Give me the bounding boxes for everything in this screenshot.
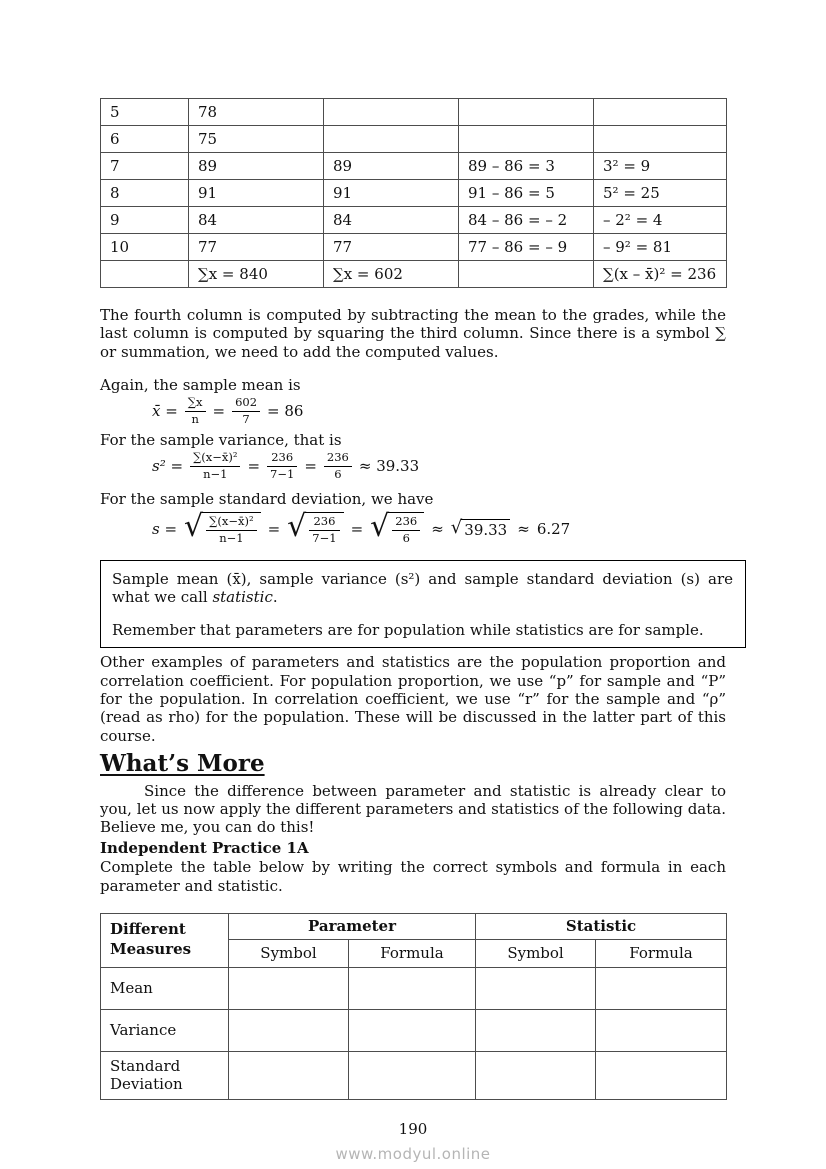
fraction-denominator: 6 <box>334 466 342 481</box>
table-row <box>101 153 727 180</box>
table-cell: – 9² = 81 <box>594 234 727 261</box>
fraction <box>309 515 339 546</box>
practice-table-row-mean <box>101 967 727 1009</box>
fraction <box>185 396 206 427</box>
answer-cell <box>229 1051 349 1099</box>
equals-sign: = <box>304 456 317 475</box>
page-number: 190 <box>398 1119 428 1138</box>
answer-cell <box>349 1051 476 1099</box>
fraction-denominator: n−1 <box>219 530 244 545</box>
table-cell: 84 <box>324 207 459 234</box>
symbol-subheader-cell: Symbol <box>476 939 596 967</box>
answer-cell <box>349 1009 476 1051</box>
fraction-numerator: 236 <box>267 451 297 467</box>
row-label-mean: Mean <box>101 967 229 1009</box>
note-line-1: Sample mean (x̄), sample variance (s²) and sample standard deviation (s) are what we call statistic. <box>112 569 733 607</box>
square-root <box>184 509 261 546</box>
formula-subheader-cell: Formula <box>596 939 727 967</box>
table-cell <box>101 261 189 288</box>
square-root <box>287 509 343 546</box>
table-cell: 91 <box>189 180 324 207</box>
table-cell: 10 <box>101 234 189 261</box>
fraction <box>206 515 256 546</box>
table-cell: 9 <box>101 207 189 234</box>
table-cell: 78 <box>189 99 324 126</box>
fraction <box>267 451 297 482</box>
radical-sign: √ <box>287 509 307 545</box>
fraction-denominator: 7−1 <box>270 466 295 481</box>
practice-table <box>100 913 727 1099</box>
answer-cell <box>476 967 596 1009</box>
note-line-2: Remember that parameters are for population while statistics are for sample. <box>112 620 704 639</box>
table-cell: 77 <box>324 234 459 261</box>
table-cell <box>594 99 727 126</box>
table-cell: 75 <box>189 126 324 153</box>
italic-statistic-word: statistic <box>212 588 273 607</box>
table-cell: 84 – 86 = – 2 <box>459 207 594 234</box>
fraction-denominator: n−1 <box>203 466 228 481</box>
table-cell: – 2² = 4 <box>594 207 727 234</box>
computation-table <box>100 98 727 288</box>
fraction-numerator: ∑(x−x̄)² <box>206 515 256 531</box>
radical-sign: √ <box>450 516 463 538</box>
radical-sign: √ <box>184 509 204 545</box>
variance-formula <box>100 451 726 482</box>
fraction-denominator: n <box>191 411 199 426</box>
variance-result: ≈ 39.33 <box>358 456 420 475</box>
variance-intro: For the sample variance, that is <box>100 431 342 450</box>
answer-cell <box>596 1009 727 1051</box>
measures-header-cell: Different Measures <box>101 914 229 967</box>
table-cell: 6 <box>101 126 189 153</box>
answer-cell <box>476 1051 596 1099</box>
table-cell <box>324 99 459 126</box>
symbol-subheader-cell: Symbol <box>229 939 349 967</box>
mean-formula <box>100 396 726 427</box>
paragraph-other-examples: Other examples of parameters and statistics are the population proportion and correlation coefficient. For population proportion, we use “p” for sample and “P” for the population. In correlation coefficient, we use “r” for the sample and “ρ” (read as rho) for the population. These will be discussed in the latter part of this course. <box>100 653 726 745</box>
table-cell <box>459 126 594 153</box>
approx-sign: ≈ <box>517 519 530 538</box>
table-cell: 5 <box>101 99 189 126</box>
equals-sign: = <box>247 456 261 475</box>
mean-result: = 86 <box>267 401 304 420</box>
answer-cell <box>229 967 349 1009</box>
fraction <box>190 451 240 482</box>
formula-subheader-cell: Formula <box>349 939 476 967</box>
fraction-numerator: 236 <box>309 515 339 531</box>
table-cell: 89 <box>324 153 459 180</box>
practice-table-row-variance <box>101 1009 727 1051</box>
table-cell: ∑x = 840 <box>189 261 324 288</box>
table-row <box>101 207 727 234</box>
table-cell <box>594 126 727 153</box>
fraction-numerator: 236 <box>392 515 420 531</box>
mean-lhs: x̄ = <box>152 401 178 420</box>
row-label-variance: Variance <box>101 1009 229 1051</box>
paragraph-whats-more-intro: Since the difference between parameter and statistic is already clear to you, let us now apply the different parameters and statistics of the following data. Believe me, you can do this! <box>100 781 726 837</box>
mean-intro: Again, the sample mean is <box>100 376 301 395</box>
square-root: √ 39.33 <box>451 519 510 539</box>
fraction-denominator: 7−1 <box>312 530 337 545</box>
fraction-numerator: 602 <box>232 396 260 412</box>
fraction <box>324 451 352 482</box>
table-cell: 89 <box>189 153 324 180</box>
table-cell: 77 – 86 = – 9 <box>459 234 594 261</box>
table-cell: ∑(x – x̄)² = 236 <box>594 261 727 288</box>
page-content <box>100 0 733 1164</box>
table-cell: 84 <box>189 207 324 234</box>
whats-more-heading: What’s More <box>100 750 265 778</box>
parameter-header-cell: Parameter <box>229 914 476 939</box>
table-cell: 77 <box>189 234 324 261</box>
answer-cell <box>596 967 727 1009</box>
table-cell <box>459 261 594 288</box>
fraction-numerator: 236 <box>324 451 352 467</box>
row-label-standard-deviation: Standard Deviation <box>101 1051 229 1099</box>
table-cell: 91 – 86 = 5 <box>459 180 594 207</box>
answer-cell <box>229 1009 349 1051</box>
paragraph-computation-explanation: The fourth column is computed by subtracting the mean to the grades, while the last column is computed by squaring the third column. Since there is a symbol ∑ or summation, we need to add the computed values. <box>100 306 726 361</box>
fraction <box>392 515 420 546</box>
table-cell: 8 <box>101 180 189 207</box>
answer-cell <box>596 1051 727 1099</box>
table-row <box>101 234 727 261</box>
practice-table-header-row <box>101 914 727 939</box>
table-cell <box>459 99 594 126</box>
sd-intro: For the sample standard deviation, we have <box>100 490 434 509</box>
table-row <box>101 99 727 126</box>
statistic-note-box <box>100 560 746 648</box>
statistic-header-cell: Statistic <box>476 914 727 939</box>
table-cell: 7 <box>101 153 189 180</box>
fraction-denominator: 6 <box>402 530 410 545</box>
table-row-sums <box>101 261 727 288</box>
square-root <box>370 509 424 546</box>
sd-lhs: s = <box>152 519 178 538</box>
approx-sign: ≈ <box>431 519 444 538</box>
equals-sign: = <box>350 519 364 538</box>
watermark-url: www.modyul.online <box>335 1145 491 1164</box>
practice-table-row-standard-deviation <box>101 1051 727 1099</box>
equals-sign: = <box>212 401 226 420</box>
variance-lhs: s² = <box>152 456 184 475</box>
table-cell: 89 – 86 = 3 <box>459 153 594 180</box>
fraction-numerator: ∑x <box>185 396 206 412</box>
table-cell: 5² = 25 <box>594 180 727 207</box>
sd-result: 6.27 <box>536 519 571 538</box>
table-cell: 91 <box>324 180 459 207</box>
answer-cell <box>476 1009 596 1051</box>
table-cell: ∑x = 602 <box>324 261 459 288</box>
radical-sign: √ <box>370 509 390 545</box>
table-cell <box>324 126 459 153</box>
table-row <box>101 126 727 153</box>
answer-cell <box>349 967 476 1009</box>
fraction-denominator: 7 <box>242 411 250 426</box>
sd-formula <box>100 510 726 548</box>
fraction <box>232 396 260 427</box>
table-cell: 3² = 9 <box>594 153 727 180</box>
paragraph-complete-table-instruction: Complete the table below by writing the correct symbols and formula in each parameter and statistic. <box>100 858 726 895</box>
independent-practice-title: Independent Practice 1A <box>100 838 309 857</box>
table-row <box>101 180 727 207</box>
fraction-numerator: ∑(x−x̄)² <box>190 451 240 467</box>
equals-sign: = <box>267 519 281 538</box>
